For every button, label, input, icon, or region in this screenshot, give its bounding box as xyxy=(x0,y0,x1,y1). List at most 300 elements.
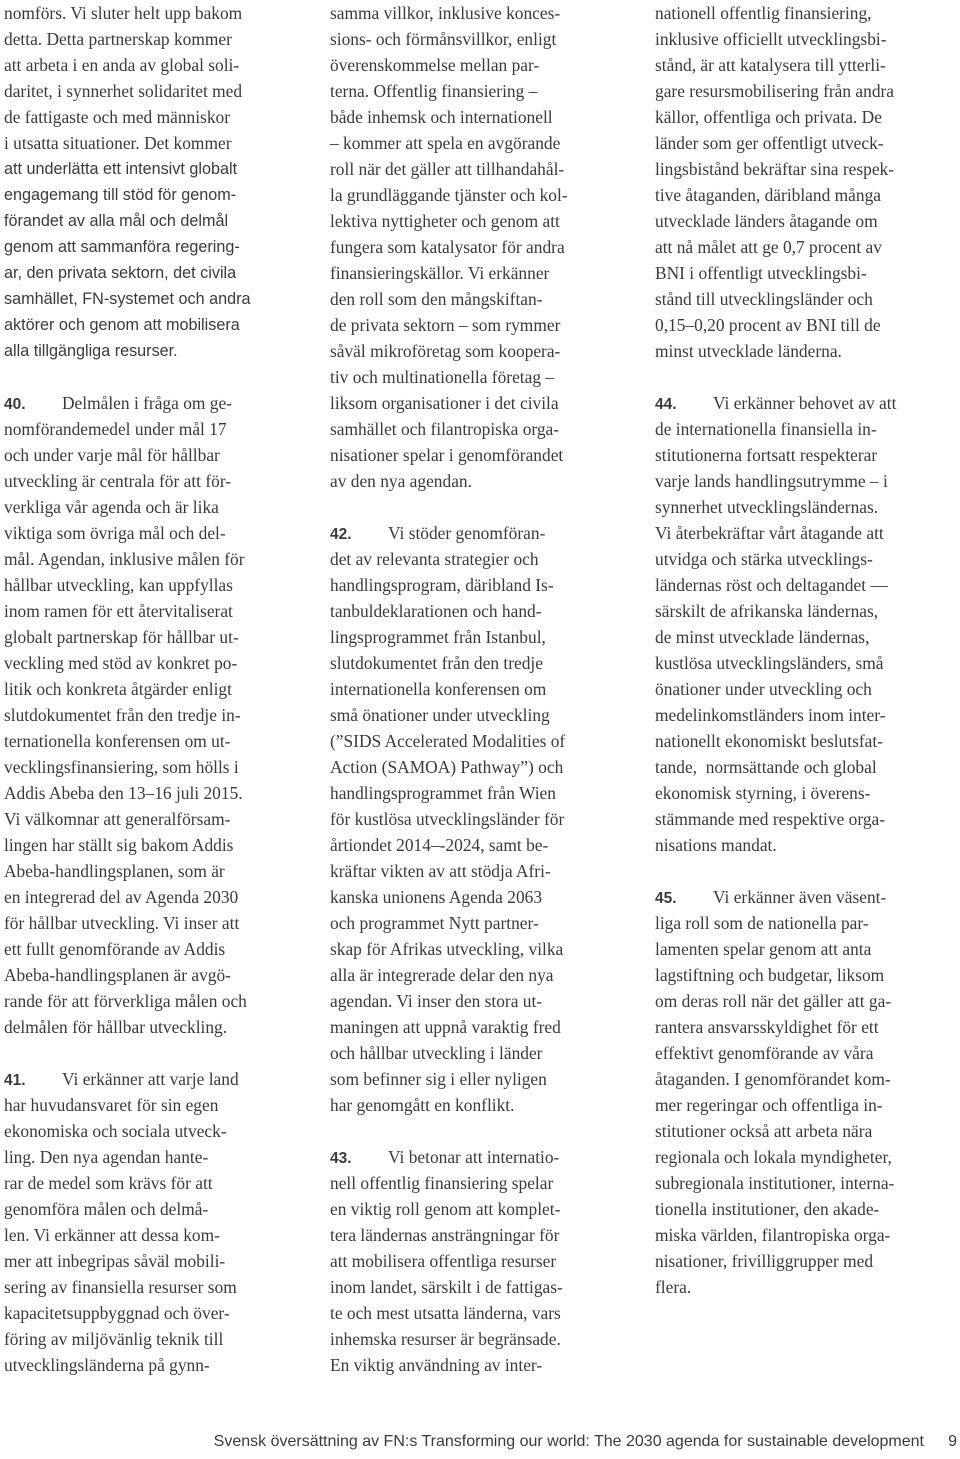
line-text: inhemska resurser är begränsade. xyxy=(330,1329,561,1349)
text-line xyxy=(4,962,312,988)
text-line xyxy=(330,1300,638,1326)
line-text: nationellt ekonomiskt beslutsfat- xyxy=(655,731,883,751)
text-line xyxy=(655,260,960,286)
text-column-2 xyxy=(330,0,638,1378)
text-line xyxy=(655,26,960,52)
line-text: kustlösa utvecklingsländers, små xyxy=(655,653,884,673)
line-text: mål. Agendan, inklusive målen för xyxy=(4,549,245,569)
text-line xyxy=(4,130,312,156)
line-text: sering av finansiella resurser som xyxy=(4,1277,237,1297)
paragraph xyxy=(655,0,960,364)
paragraph-number: 45. xyxy=(655,890,677,907)
line-text: litik och konkreta åtgärder enligt xyxy=(4,679,232,699)
line-text: maningen att uppnå varaktig fred xyxy=(330,1017,561,1037)
line-text: ar, den privata sektorn, det civila xyxy=(4,264,237,282)
text-line xyxy=(655,104,960,130)
line-text: stitutioner också att arbeta nära xyxy=(655,1121,873,1141)
line-text: synnerhet utvecklingsländernas. xyxy=(655,497,879,517)
line-text: handlingsprogrammet från Wien xyxy=(330,783,556,803)
text-line xyxy=(330,910,638,936)
line-text: nisationer spelar i genomförandet xyxy=(330,445,564,465)
line-text: de fattigaste och med människor xyxy=(4,107,231,127)
line-text: nationell offentlig finansiering, xyxy=(655,3,872,23)
line-text: Vi betonar att internatio- xyxy=(388,1147,560,1167)
line-text: delmålen för hållbar utveckling. xyxy=(4,1017,228,1037)
text-line xyxy=(330,78,638,104)
line-text: finansieringskällor. Vi erkänner xyxy=(330,263,550,283)
line-text: både inhemsk och internationell xyxy=(330,107,553,127)
line-text: det av relevanta strategier och xyxy=(330,549,539,569)
line-text: att nå målet att ge 0,7 procent av xyxy=(655,237,882,257)
line-text: aktörer och genom att mobilisera xyxy=(4,316,240,334)
text-line xyxy=(655,1118,960,1144)
text-line xyxy=(4,442,312,468)
text-line xyxy=(4,78,312,104)
line-text: har genomgått en konflikt. xyxy=(330,1095,515,1115)
paragraph xyxy=(4,0,312,364)
line-text: nell offentlig finansiering spelar xyxy=(330,1173,554,1193)
text-line xyxy=(655,130,960,156)
text-line xyxy=(4,338,312,364)
text-line xyxy=(655,598,960,624)
text-line xyxy=(330,754,638,780)
line-text: de privata sektorn – som rymmer xyxy=(330,315,561,335)
text-line xyxy=(655,676,960,702)
text-line xyxy=(330,988,638,1014)
line-text: utvecklingsländerna på gynn- xyxy=(4,1355,210,1375)
line-text: mer att inbegripas såväl mobili- xyxy=(4,1251,226,1271)
text-line xyxy=(330,234,638,260)
text-line xyxy=(4,910,312,936)
footer-title: Svensk översättning av FN:s Transforming our world: The 2030 agenda for sustainable development xyxy=(213,1433,924,1450)
text-line xyxy=(330,1352,638,1378)
text-line xyxy=(655,988,960,1014)
text-line xyxy=(655,572,960,598)
text-line xyxy=(655,0,960,26)
text-line xyxy=(330,936,638,962)
text-line xyxy=(655,806,960,832)
line-text: lektiva nyttigheter och genom att xyxy=(330,211,560,231)
text-line xyxy=(4,598,312,624)
text-line xyxy=(655,442,960,468)
line-text: har huvudansvaret för sin egen xyxy=(4,1095,219,1115)
line-text: roll när det gäller att tillhandahål- xyxy=(330,159,565,179)
text-line xyxy=(4,1248,312,1274)
text-line xyxy=(655,468,960,494)
line-text: terna. Offentlig finansiering – xyxy=(330,81,538,101)
line-text: att mobilisera offentliga resurser xyxy=(330,1251,557,1271)
text-line xyxy=(330,0,638,26)
text-line xyxy=(655,754,960,780)
line-text: ett fullt genomförande av Addis xyxy=(4,939,226,959)
line-text: Abeba-handlingsplanen är avgö- xyxy=(4,965,231,985)
numbered-paragraph xyxy=(4,1066,312,1378)
line-text: små önationer under utveckling xyxy=(330,705,550,725)
text-line xyxy=(655,702,960,728)
line-text: tionella institutioner, den akade- xyxy=(655,1199,880,1219)
line-text: såväl mikroföretag som koopera- xyxy=(330,341,561,361)
line-text: lamenten spelar genom att anta xyxy=(655,939,872,959)
text-line xyxy=(4,208,312,234)
line-text: en viktig roll genom att komplet- xyxy=(330,1199,561,1219)
paragraph-number: 42. xyxy=(330,526,352,543)
text-line xyxy=(4,1118,312,1144)
line-text: stånd, är att katalysera till ytterli- xyxy=(655,55,886,75)
line-text: flera. xyxy=(655,1277,692,1297)
line-text: en integrerad del av Agenda 2030 xyxy=(4,887,239,907)
text-line xyxy=(4,650,312,676)
line-text: gare resursmobilisering från andra xyxy=(655,81,895,101)
text-line xyxy=(4,1222,312,1248)
text-line xyxy=(655,312,960,338)
line-text: av den nya agendan. xyxy=(330,471,472,491)
text-line xyxy=(4,832,312,858)
line-text: årtiondet 2014–-2024, samt be- xyxy=(330,835,549,855)
paragraph-number: 40. xyxy=(4,396,26,413)
text-line xyxy=(330,156,638,182)
line-text: varje lands handlingsutrymme – i xyxy=(655,471,888,491)
line-text: överenskommelse mellan par- xyxy=(330,55,540,75)
text-line xyxy=(330,702,638,728)
text-line xyxy=(330,806,638,832)
line-text: för hållbar utveckling. Vi inser att xyxy=(4,913,240,933)
text-line xyxy=(330,468,638,494)
text-line xyxy=(4,728,312,754)
line-text: ternationella konferensen om ut- xyxy=(4,731,231,751)
line-text: åtaganden. I genomförandet kom- xyxy=(655,1069,891,1089)
text-line xyxy=(4,156,312,182)
page-footer xyxy=(0,1433,960,1459)
text-line xyxy=(655,494,960,520)
page-number: 9 xyxy=(948,1433,957,1450)
line-text: liksom organisationer i det civila xyxy=(330,393,559,413)
text-line xyxy=(4,754,312,780)
text-column-1 xyxy=(4,0,312,1378)
line-text: nisations mandat. xyxy=(655,835,777,855)
text-line xyxy=(4,1014,312,1040)
text-line xyxy=(330,1144,638,1170)
text-line xyxy=(330,1248,638,1274)
line-text: effektivt genomförande av våra xyxy=(655,1043,874,1063)
line-text: skap för Afrikas utveckling, vilka xyxy=(330,939,564,959)
line-text: utvidga och stärka utvecklings- xyxy=(655,549,873,569)
text-line xyxy=(4,1196,312,1222)
text-line xyxy=(330,858,638,884)
text-line xyxy=(4,520,312,546)
text-line xyxy=(330,598,638,624)
line-text: ländernas röst och deltagandet — xyxy=(655,575,888,595)
numbered-paragraph xyxy=(4,390,312,1040)
text-line xyxy=(330,208,638,234)
line-text: tive åtaganden, däribland många xyxy=(655,185,881,205)
line-text: Vi erkänner att varje land xyxy=(62,1069,239,1089)
text-line xyxy=(655,182,960,208)
line-text: lingsbistånd bekräftar sina respek- xyxy=(655,159,895,179)
line-text: stitutionerna fortsatt respekterar xyxy=(655,445,878,465)
text-line xyxy=(655,1248,960,1274)
text-line xyxy=(330,312,638,338)
line-text: – kommer att spela en avgörande xyxy=(330,133,561,153)
line-text: fungera som katalysator för andra xyxy=(330,237,565,257)
line-text: En viktig användning av inter- xyxy=(330,1355,543,1375)
text-line xyxy=(655,546,960,572)
text-line xyxy=(655,1040,960,1066)
text-line xyxy=(655,1196,960,1222)
text-line xyxy=(655,78,960,104)
text-line xyxy=(655,1170,960,1196)
text-line xyxy=(4,988,312,1014)
line-text: kanska unionens Agenda 2063 xyxy=(330,887,543,907)
line-text: alla tillgängliga resurser. xyxy=(4,342,178,360)
text-line xyxy=(4,624,312,650)
text-line xyxy=(4,286,312,312)
text-line xyxy=(655,650,960,676)
line-text: lagstiftning och budgetar, liksom xyxy=(655,965,885,985)
text-line xyxy=(4,494,312,520)
line-text: den roll som den mångskiftan- xyxy=(330,289,543,309)
text-line xyxy=(330,182,638,208)
text-line xyxy=(4,468,312,494)
text-line xyxy=(330,832,638,858)
line-text: verkliga vår agenda och är lika xyxy=(4,497,219,517)
line-text: länder som ger offentligt utveck- xyxy=(655,133,884,153)
line-text: tiv och multinationella företag – xyxy=(330,367,555,387)
line-text: nomförandemedel under mål 17 xyxy=(4,419,227,439)
numbered-paragraph xyxy=(330,520,638,1118)
text-line xyxy=(4,858,312,884)
text-line xyxy=(330,780,638,806)
line-text: nomförs. Vi sluter helt upp bakom xyxy=(4,3,243,23)
text-line xyxy=(330,52,638,78)
text-line xyxy=(4,182,312,208)
text-line xyxy=(4,1092,312,1118)
text-line xyxy=(655,1092,960,1118)
line-text: te och mest utsatta länderna, vars xyxy=(330,1303,561,1323)
line-text: samhället, FN-systemet och andra xyxy=(4,290,251,308)
paragraph-number: 43. xyxy=(330,1150,352,1167)
text-line xyxy=(330,26,638,52)
text-line xyxy=(4,1170,312,1196)
text-line xyxy=(4,0,312,26)
paragraph-number: 41. xyxy=(4,1072,26,1089)
line-text: viktiga som övriga mål och del- xyxy=(4,523,226,543)
line-text: tanbuldeklarationen och hand- xyxy=(330,601,542,621)
text-line xyxy=(330,1196,638,1222)
text-line xyxy=(330,676,638,702)
line-text: Vi erkänner även väsent- xyxy=(713,887,887,907)
text-line xyxy=(4,1274,312,1300)
text-line xyxy=(330,364,638,390)
text-line xyxy=(655,52,960,78)
text-line xyxy=(655,1066,960,1092)
numbered-paragraph xyxy=(655,390,960,858)
line-text: len. Vi erkänner att dessa kom- xyxy=(4,1225,220,1245)
numbered-paragraph xyxy=(330,1144,638,1378)
text-line xyxy=(655,1274,960,1300)
line-text: lingen har ställt sig bakom Addis xyxy=(4,835,234,855)
text-line xyxy=(330,1170,638,1196)
text-line xyxy=(655,910,960,936)
text-line xyxy=(4,390,312,416)
text-line xyxy=(4,676,312,702)
line-text: i utsatta situationer. Det kommer xyxy=(4,133,232,153)
text-line xyxy=(655,390,960,416)
line-text: och under varje mål för hållbar xyxy=(4,445,220,465)
line-text: la grundläggande tjänster och kol- xyxy=(330,185,568,205)
line-text: alla är integrerade delar den nya xyxy=(330,965,554,985)
text-line xyxy=(330,1092,638,1118)
text-line xyxy=(330,728,638,754)
line-text: Delmålen i fråga om ge- xyxy=(62,393,232,413)
line-text: Vi återbekräftar vårt åtagande att xyxy=(655,523,884,543)
text-line xyxy=(655,520,960,546)
line-text: BNI i offentligt utvecklingsbi- xyxy=(655,263,867,283)
text-line xyxy=(330,104,638,130)
line-text: lingsprogrammet från Istanbul, xyxy=(330,627,546,647)
text-line xyxy=(330,130,638,156)
text-line xyxy=(655,884,960,910)
line-text: liga roll som de nationella par- xyxy=(655,913,869,933)
line-text: slutdokumentet från den tredje in- xyxy=(4,705,241,725)
line-text: föring av miljövänlig teknik till xyxy=(4,1329,224,1349)
text-line xyxy=(330,1066,638,1092)
paragraph-number: 44. xyxy=(655,396,677,413)
line-text: detta. Detta partnerskap kommer xyxy=(4,29,232,49)
text-line xyxy=(330,1274,638,1300)
line-text: de internationella finansiella in- xyxy=(655,419,877,439)
line-text: ekonomisk styrning, i överens- xyxy=(655,783,871,803)
text-line xyxy=(655,416,960,442)
text-line xyxy=(4,806,312,832)
line-text: regionala och lokala myndigheter, xyxy=(655,1147,892,1167)
line-text: daritet, i synnerhet solidaritet med xyxy=(4,81,243,101)
text-line xyxy=(4,884,312,910)
text-line xyxy=(655,208,960,234)
line-text: att underlätta ett intensivt globalt xyxy=(4,160,238,178)
line-text: som befinner sig i eller nyligen xyxy=(330,1069,547,1089)
line-text: inom ramen för ett återvitaliserat xyxy=(4,601,233,621)
line-text: och hållbar utveckling i länder xyxy=(330,1043,543,1063)
line-text: utveckling är centrala för att för- xyxy=(4,471,232,491)
line-text: samhället och filantropiska orga- xyxy=(330,419,560,439)
text-line xyxy=(655,156,960,182)
line-text: genom att sammanföra regering- xyxy=(4,238,240,256)
text-line xyxy=(655,338,960,364)
line-text: veckling med stöd av konkret po- xyxy=(4,653,238,673)
line-text: agendan. Vi inser den stora ut- xyxy=(330,991,543,1011)
line-text: mer regeringar och offentliga in- xyxy=(655,1095,883,1115)
text-line xyxy=(4,702,312,728)
text-line xyxy=(4,260,312,286)
line-text: inklusive officiellt utvecklingsbi- xyxy=(655,29,887,49)
text-line xyxy=(4,26,312,52)
line-text: 0,15–0,20 procent av BNI till de xyxy=(655,315,881,335)
text-line xyxy=(655,286,960,312)
text-line xyxy=(330,416,638,442)
line-text: Vi erkänner behovet av att xyxy=(713,393,897,413)
line-text: kapacitetsuppbyggnad och över- xyxy=(4,1303,230,1323)
text-line xyxy=(655,1222,960,1248)
line-text: Action (SAMOA) Pathway”) och xyxy=(330,757,564,777)
line-text: stånd till utvecklingsländer och xyxy=(655,289,873,309)
text-line xyxy=(4,780,312,806)
line-text: Vi stöder genomföran- xyxy=(388,523,546,543)
line-text: ekonomiska och sociala utveck- xyxy=(4,1121,227,1141)
text-line xyxy=(330,1326,638,1352)
text-line xyxy=(655,728,960,754)
line-text: tera ländernas ansträngningar för xyxy=(330,1225,560,1245)
line-text: samma villkor, inklusive konces- xyxy=(330,3,561,23)
text-line xyxy=(4,1352,312,1378)
line-text: förandet av alla mål och delmål xyxy=(4,212,229,230)
line-text: rar de medel som krävs för att xyxy=(4,1173,213,1193)
text-line xyxy=(655,234,960,260)
text-line xyxy=(655,1014,960,1040)
text-line xyxy=(655,780,960,806)
text-line xyxy=(4,312,312,338)
paragraph xyxy=(330,0,638,494)
text-line xyxy=(330,286,638,312)
line-text: kräftar vikten av att stödja Afri- xyxy=(330,861,551,881)
line-text: Abeba-handlingsplanen, som är xyxy=(4,861,225,881)
text-line xyxy=(655,936,960,962)
line-text: de minst utvecklade ländernas, xyxy=(655,627,870,647)
line-text: Vi välkomnar att generalförsam- xyxy=(4,809,231,829)
text-line xyxy=(330,1014,638,1040)
text-line xyxy=(655,624,960,650)
text-line xyxy=(330,520,638,546)
text-line xyxy=(4,572,312,598)
line-text: utvecklade länders åtagande om xyxy=(655,211,878,231)
text-line xyxy=(4,1300,312,1326)
line-text: stämmande med respektive orga- xyxy=(655,809,886,829)
line-text: källor, offentliga och privata. De xyxy=(655,107,882,127)
line-text: handlingsprogram, däribland Is- xyxy=(330,575,554,595)
text-line xyxy=(4,234,312,260)
line-text: om deras roll när det gäller att ga- xyxy=(655,991,892,1011)
text-line xyxy=(4,104,312,130)
line-text: och programmet Nytt partner- xyxy=(330,913,539,933)
text-line xyxy=(330,650,638,676)
text-column-3 xyxy=(655,0,960,1300)
numbered-paragraph xyxy=(655,884,960,1300)
line-text: internationella konferensen om xyxy=(330,679,547,699)
text-line xyxy=(330,546,638,572)
text-line xyxy=(330,390,638,416)
text-line xyxy=(4,1066,312,1092)
text-line xyxy=(655,832,960,858)
line-text: hållbar utveckling, kan uppfyllas xyxy=(4,575,233,595)
line-text: subregionala institutioner, interna- xyxy=(655,1173,895,1193)
text-line xyxy=(4,52,312,78)
line-text: vecklingsfinansiering, som hölls i xyxy=(4,757,239,777)
text-line xyxy=(330,260,638,286)
line-text: engagemang till stöd för genom- xyxy=(4,186,237,204)
text-line xyxy=(655,962,960,988)
text-line xyxy=(330,338,638,364)
line-text: inom landet, särskilt i de fattigas- xyxy=(330,1277,563,1297)
text-line xyxy=(330,624,638,650)
line-text: tande, normsättande och global xyxy=(655,757,877,777)
line-text: genomföra målen och delmå- xyxy=(4,1199,209,1219)
text-line xyxy=(330,1040,638,1066)
text-line xyxy=(4,416,312,442)
line-text: nisationer, frivilliggrupper med xyxy=(655,1251,874,1271)
text-line xyxy=(4,1326,312,1352)
line-text: att arbeta i en anda av global soli- xyxy=(4,55,240,75)
text-line xyxy=(330,572,638,598)
text-line xyxy=(330,884,638,910)
